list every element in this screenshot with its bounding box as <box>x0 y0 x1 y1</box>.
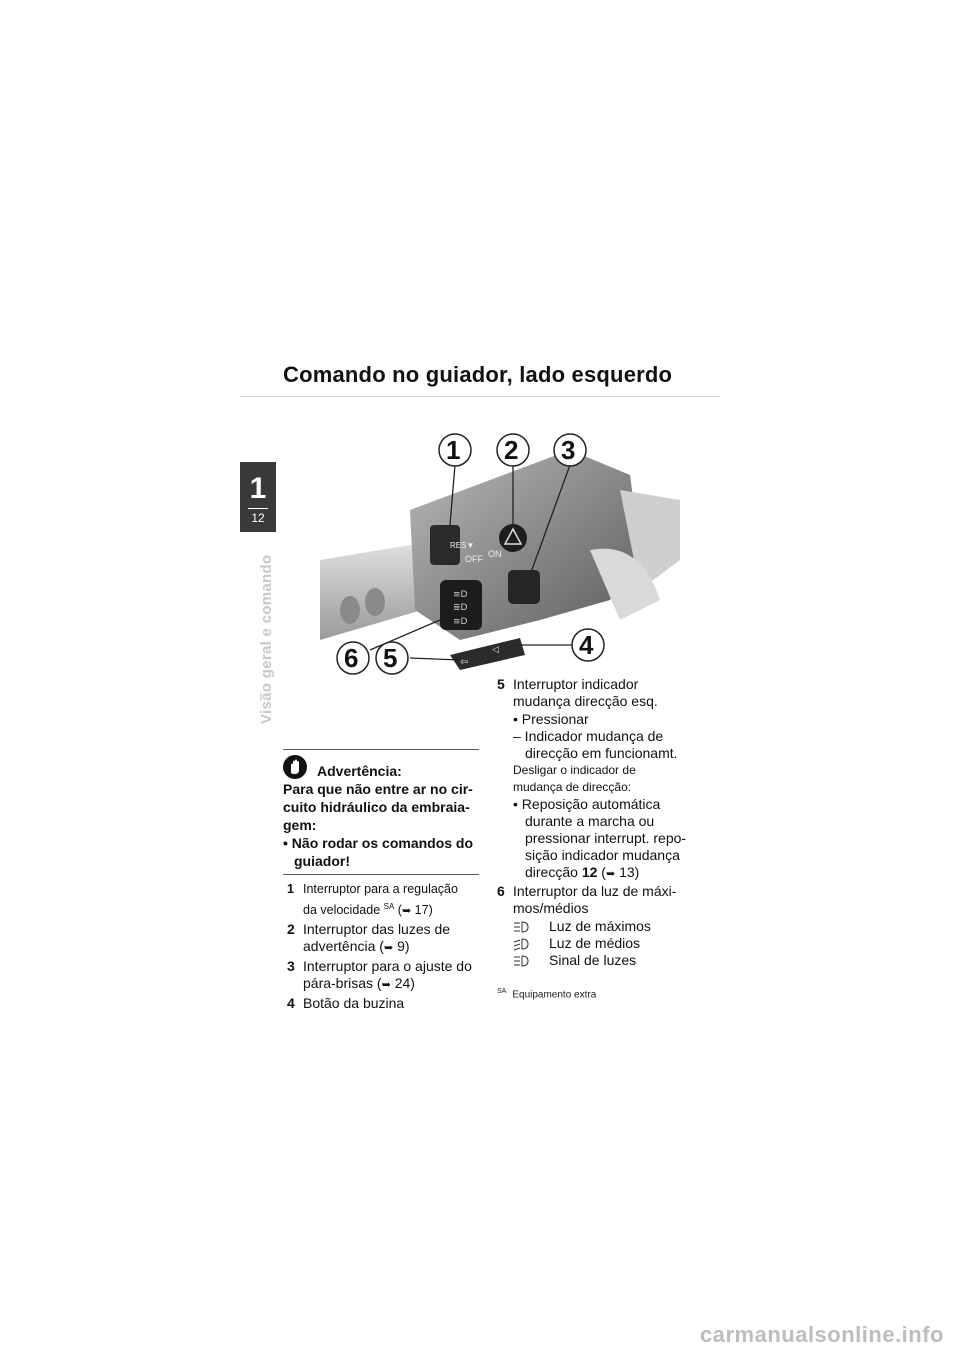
page-reference: 17 <box>414 903 429 918</box>
warning-line: cuito hidráulico da embraia- <box>283 799 470 815</box>
light-label: Luz de médios <box>549 935 641 951</box>
item-text: Interruptor para o ajuste do <box>303 958 472 975</box>
light-label: Luz de máximos <box>549 918 651 934</box>
item-number: 1 <box>287 882 294 896</box>
flash-signal-icon <box>513 954 529 968</box>
item-number: 5 <box>497 676 505 692</box>
footnote-marker: SA <box>497 988 507 995</box>
legend-list-right: 5 Interruptor indicador mudança direcção esq. • Pressionar – Indicador mudança de direcção em funcionamt. Desligar o indicador de mudança de direcção: • Reposição automática durante a marcha ou pressionar interrupt. repo- sição indicador mudança direcção 12 (➥ 13) 6 Interruptor da luz de máxi- mos/médios Luz de máximos Luz de médios Sinal de luzes <box>493 676 713 969</box>
callout-1: 1 <box>446 435 461 465</box>
list-item: 2 Interruptor das luzes de advertência (➥ 9) <box>283 921 483 957</box>
warning-title: Advertência: <box>317 763 402 779</box>
item-bullet-cont: durante a marcha ou <box>525 813 655 829</box>
chapter-divider <box>248 508 268 509</box>
chapter-tab <box>240 462 276 532</box>
warning-bullet: • Não rodar os comandos do guiador! <box>283 835 474 869</box>
svg-text:≡D: ≡D <box>453 617 468 627</box>
item-text: Interruptor das luzes de <box>303 921 451 938</box>
callout-6: 6 <box>344 643 359 673</box>
svg-text:≡D: ≡D <box>453 590 468 600</box>
light-row <box>493 918 713 935</box>
warning-line: Para que não entre ar no cir- <box>283 781 473 797</box>
handlebar-controls-figure <box>320 430 680 700</box>
callout-5: 5 <box>383 643 398 673</box>
svg-text:≣D: ≣D <box>453 603 468 613</box>
item-bullet-cont: sição indicador mudança <box>525 847 680 863</box>
section-side-label: Visão geral e comando <box>258 554 275 724</box>
list-item <box>493 676 713 710</box>
item-dash-cont: direcção em funcionamt. <box>525 745 678 761</box>
item-dash: – Indicador mudança de <box>513 728 664 744</box>
svg-text:◁: ◁ <box>492 645 499 655</box>
item-bullet-cont: pressionar interrupt. repo- <box>525 830 687 846</box>
list-item <box>283 995 483 1012</box>
item-ref-number: 12 <box>581 864 598 880</box>
list-item: 1 Interruptor para a regulação da velocidade $^{SA}$ (➥ 17) <box>283 881 483 920</box>
page-title: Comando no guiador, lado esquerdo <box>283 362 673 387</box>
watermark: carmanualsonline.info <box>700 1322 944 1347</box>
item-sup: SA <box>383 902 395 911</box>
svg-text:⇦: ⇦ <box>460 657 469 668</box>
list-item: 3 Interruptor para o ajuste do pára-brisas (➥ 24) <box>283 958 483 994</box>
warning-box <box>283 749 479 875</box>
chapter-number: 1 <box>249 472 267 505</box>
footnote <box>497 988 596 1000</box>
light-label: Sinal de luzes <box>549 952 637 968</box>
item-note: Desligar o indicador de <box>513 763 636 777</box>
switch-label-res: RES▼ <box>450 541 475 550</box>
page-reference: 13 <box>619 864 635 880</box>
light-row <box>493 935 713 952</box>
warning-hand-icon <box>283 755 307 779</box>
item-text: mudança direcção esq. <box>513 693 658 709</box>
callout-3: 3 <box>561 435 576 465</box>
item-number: 2 <box>287 921 295 938</box>
item-text: mos/médios <box>513 900 589 916</box>
page-number: 12 <box>251 511 265 525</box>
light-row <box>493 952 713 969</box>
callout-2: 2 <box>504 435 519 465</box>
item-text: Botão da buzina <box>303 995 405 1012</box>
warning-line: gem: <box>283 817 317 833</box>
item-bullet: • Reposição automática <box>513 796 661 812</box>
footnote-text: Equipamento extra <box>512 989 597 1001</box>
low-beam-icon <box>513 937 529 951</box>
item-number: 6 <box>497 883 505 899</box>
page-reference: 9 <box>397 938 405 955</box>
item-number: 4 <box>287 995 295 1012</box>
list-item <box>493 883 713 917</box>
legend-list-left <box>283 881 483 1013</box>
title-divider <box>240 396 720 397</box>
item-bullet: • Pressionar <box>513 711 589 727</box>
item-text: Interruptor indicador <box>513 676 639 692</box>
item-text: da velocidade <box>303 903 381 918</box>
item-text: pára-brisas <box>303 975 374 992</box>
item-text: advertência <box>303 938 376 955</box>
item-bullet-cont: direcção <box>525 864 578 880</box>
item-text: Interruptor para a regulação <box>303 882 458 896</box>
page-reference: 24 <box>394 975 411 992</box>
switch-label-on: ON <box>488 549 502 559</box>
item-number: 3 <box>287 958 295 975</box>
high-beam-icon <box>513 920 529 934</box>
item-note: mudança de direcção: <box>513 780 632 794</box>
switch-label-off: OFF <box>465 554 483 564</box>
windshield-switch <box>508 570 540 604</box>
callout-4: 4 <box>579 630 594 660</box>
item-text: Interruptor da luz de máxi- <box>513 883 677 899</box>
